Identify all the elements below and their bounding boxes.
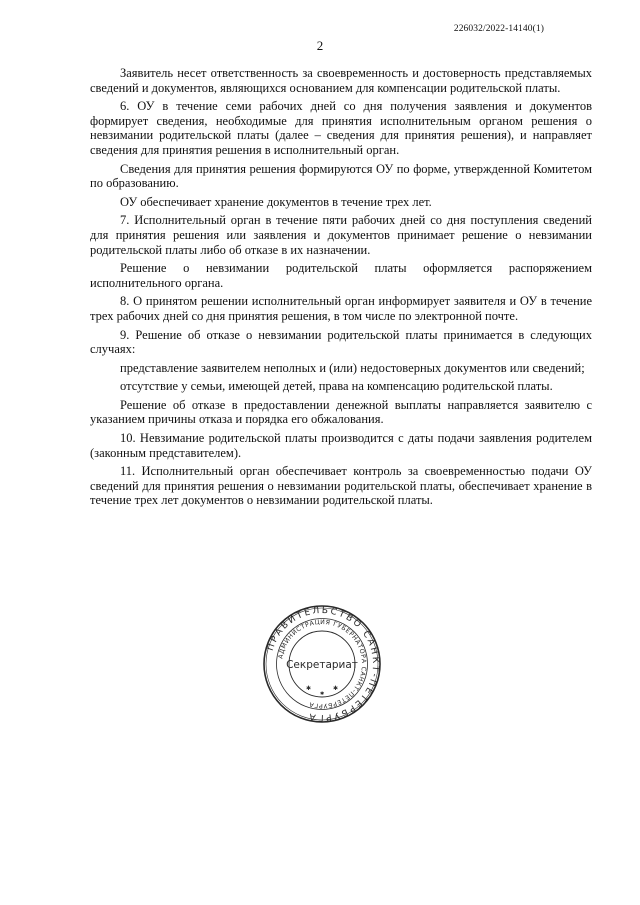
- seal-star-icon: ✱: [333, 685, 339, 692]
- seal-inner-text: АДМИНИСТРАЦИЯ ГУБЕРНАТОРА САНКТ-ПЕТЕРБУРГА: [277, 618, 368, 710]
- paragraph-item-8: 8. О принятом решении исполнительный орган информирует заявителя и ОУ в течение трех рабочих дней со дня принятия решения, в том числе по электронной почте.: [90, 294, 592, 323]
- paragraph-refusal-reason-incomplete: представление заявителем неполных и (или) недостоверных документов или сведений;: [120, 360, 585, 375]
- paragraph-decision-info-form: Сведения для принятия решения формируются ОУ по форме, утвержденной Комитетом по образованию.: [90, 161, 592, 191]
- seal-outer-text: ПРАВИТЕЛЬСТВО САНКТ-ПЕТЕРБУРГА: [265, 605, 381, 723]
- paragraph-item-9: 9. Решение об отказе о невзимании родительской платы принимается в следующих случаях:: [90, 327, 592, 357]
- paragraph-refusal-reason-no-right: отсутствие у семьи, имеющей детей, права на компенсацию родительской платы.: [120, 379, 553, 394]
- official-seal-stamp: [262, 604, 382, 724]
- paragraph-item-10: 10. Невзимание родительской платы производится с даты подачи заявления родителем (законным представителем).: [90, 431, 592, 460]
- paragraph-decision-order: Решение о невзимании родительской платы оформляется распоряжением исполнительного органа.: [90, 261, 592, 290]
- paragraph-document-storage: ОУ обеспечивает хранение документов в течение трех лет.: [120, 194, 432, 209]
- paragraph-applicant-responsibility: Заявитель несет ответственность за своевременность и достоверность представляемых сведений и документов, являющихся основанием для компенсации родительской платы.: [90, 66, 592, 95]
- seal-star-icon: ✱: [320, 691, 325, 697]
- document-registration-number: 226032/2022-14140(1): [453, 24, 544, 34]
- seal-star-icon: ✱: [306, 685, 312, 692]
- document-body: [90, 66, 592, 512]
- page-number: 2: [316, 38, 324, 53]
- paragraph-item-6: 6. ОУ в течение семи рабочих дней со дня получения заявления и документов формирует сведения, необходимые для принятия исполнительным органом решения о невзимании родительской платы (далее – сведения для принятия решения), и направляет сведения для принятия решения в исполнительный орган.: [90, 99, 592, 157]
- paragraph-item-11: 11. Исполнительный орган обеспечивает контроль за своевременностью подачи ОУ сведений для принятия решения о невзимании родительской платы, обеспечивает хранение в течение трех лет документов о невзимании родительской платы.: [90, 464, 592, 508]
- seal-center-text: Секретариат: [286, 659, 358, 671]
- paragraph-refusal-notification: Решение об отказе в предоставлении денежной выплаты направляется заявителю с указанием причины отказа и порядка его обжалования.: [90, 397, 592, 427]
- paragraph-item-7: 7. Исполнительный орган в течение пяти рабочих дней со дня поступления сведений для принятия решения или заявления и документов принимает решение о невзимании родительской платы либо об отказе в их назначении.: [90, 213, 592, 257]
